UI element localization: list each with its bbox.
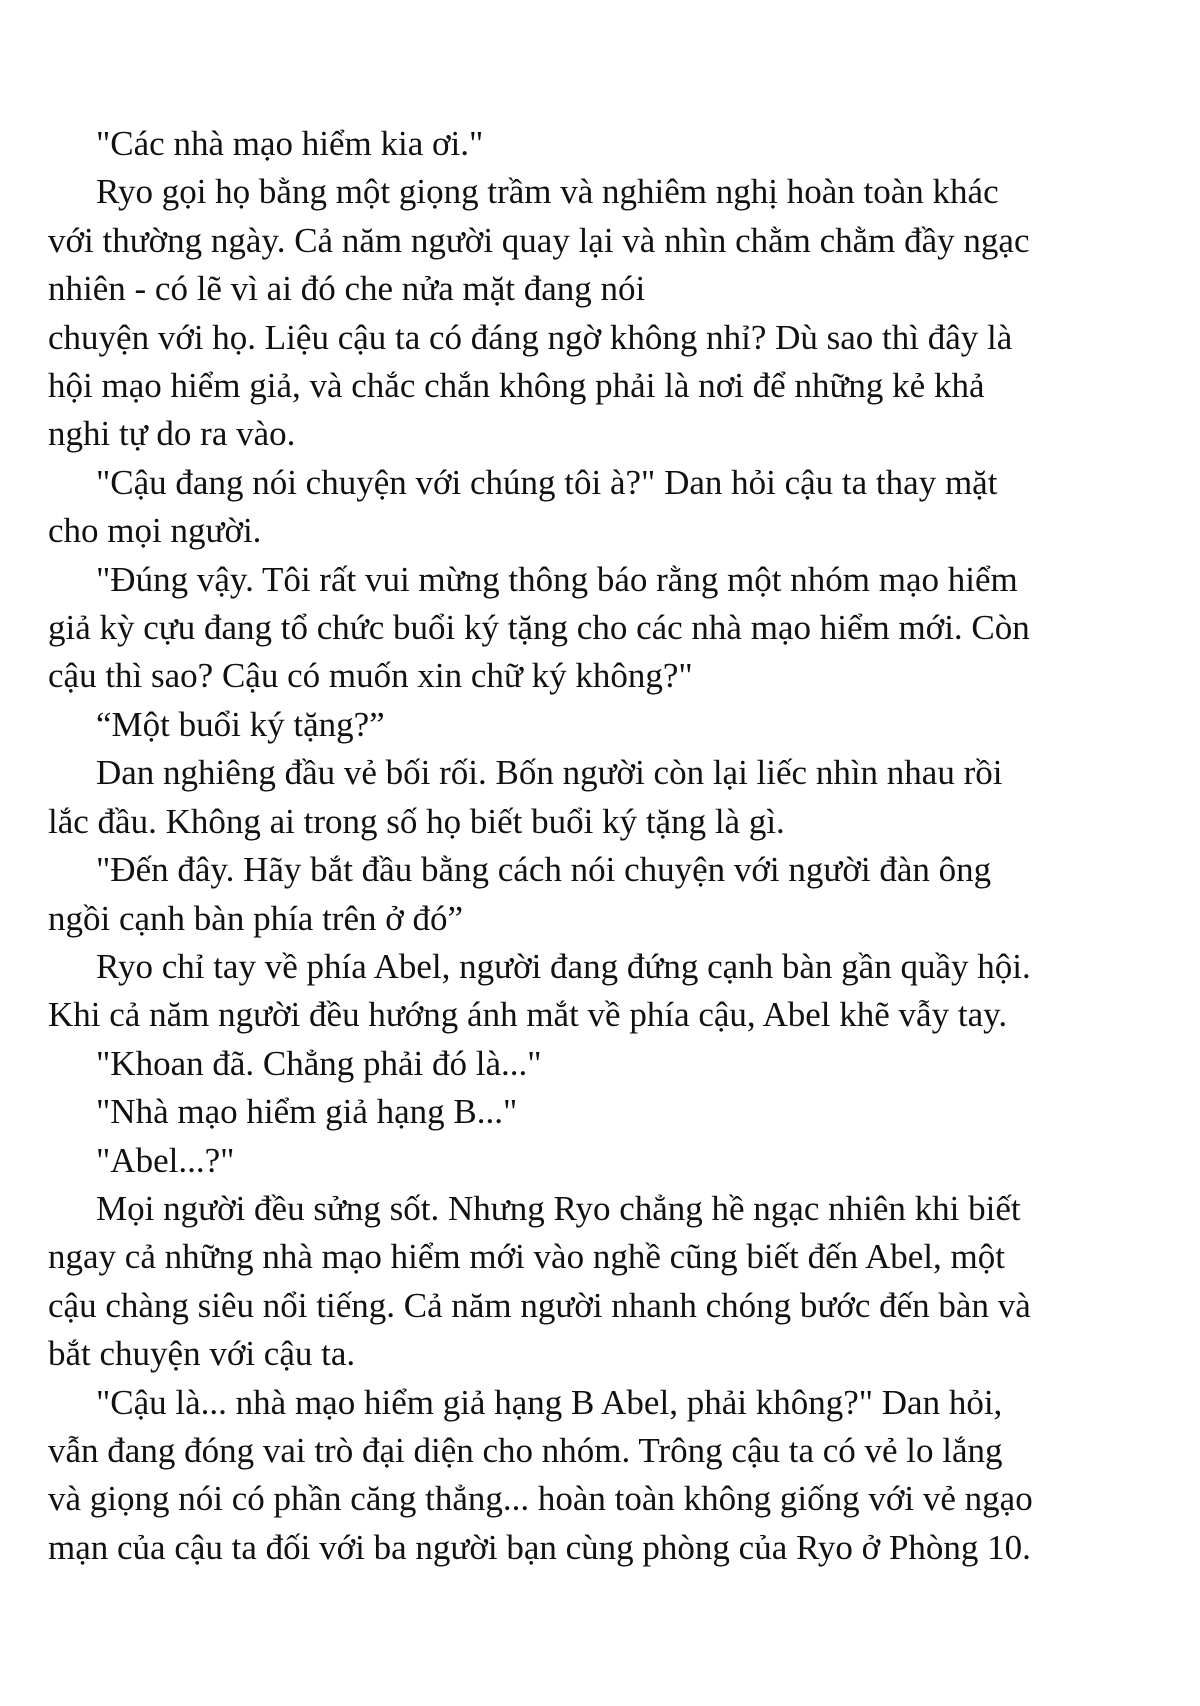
- text-line: Dan nghiêng đầu vẻ bối rối. Bốn người còn lại liếc nhìn nhau rồi: [96, 753, 1003, 793]
- text-line: "Nhà mạo hiểm giả hạng B...": [96, 1092, 518, 1132]
- text-line: bắt chuyện với cậu ta.: [48, 1334, 356, 1374]
- text-line: Mọi người đều sửng sốt. Nhưng Ryo chẳng hề ngạc nhiên khi biết: [96, 1188, 1021, 1228]
- text-line: Khi cả năm người đều hướng ánh mắt về phía cậu, Abel khẽ vẫy tay.: [48, 995, 1008, 1035]
- text-line: và giọng nói có phần căng thẳng... hoàn toàn không giống với vẻ ngạo: [48, 1479, 1033, 1519]
- text-line: "Cậu là... nhà mạo hiểm giả hạng B Abel, phải không?" Dan hỏi,: [96, 1382, 1003, 1422]
- text-line: "Đúng vậy. Tôi rất vui mừng thông báo rằng một nhóm mạo hiểm: [96, 559, 1018, 599]
- text-line: lắc đầu. Không ai trong số họ biết buổi ký tặng là gì.: [48, 801, 785, 841]
- text-line: vẫn đang đóng vai trò đại diện cho nhóm. Trông cậu ta có vẻ lo lắng: [48, 1430, 1003, 1470]
- text-line: cậu chàng siêu nổi tiếng. Cả năm người nhanh chóng bước đến bàn và: [48, 1285, 1031, 1325]
- text-line: "Đến đây. Hãy bắt đầu bằng cách nói chuyện với người đàn ông: [96, 850, 992, 890]
- text-line: với thường ngày. Cả năm người quay lại và nhìn chằm chằm đầy ngạc: [48, 220, 1030, 260]
- text-line: cho mọi người.: [48, 511, 262, 551]
- text-line: giả kỳ cựu đang tổ chức buổi ký tặng cho các nhà mạo hiểm mới. Còn: [48, 608, 1030, 648]
- text-line: nghi tự do ra vào.: [48, 414, 296, 454]
- text-line: mạn của cậu ta đối với ba người bạn cùng phòng của Ryo ở Phòng 10.: [48, 1527, 1031, 1567]
- text-line: cậu thì sao? Cậu có muốn xin chữ ký không?": [48, 656, 693, 696]
- text-line: "Cậu đang nói chuyện với chúng tôi à?" Dan hỏi cậu ta thay mặt: [96, 462, 998, 502]
- text-line: “Một buổi ký tặng?”: [96, 704, 385, 744]
- document-page: [48, 120, 1160, 1572]
- text-line: "Khoan đã. Chẳng phải đó là...": [96, 1043, 542, 1083]
- text-line: "Abel...?": [96, 1140, 235, 1180]
- text-line: hội mạo hiểm giả, và chắc chắn không phải là nơi để những kẻ khả: [48, 366, 985, 406]
- text-line: ngay cả những nhà mạo hiểm mới vào nghề cũng biết đến Abel, một: [48, 1237, 1005, 1277]
- text-line: ngồi cạnh bàn phía trên ở đó”: [48, 898, 464, 938]
- text-line: "Các nhà mạo hiểm kia ơi.": [96, 124, 484, 163]
- text-line: chuyện với họ. Liệu cậu ta có đáng ngờ không nhỉ? Dù sao thì đây là: [48, 317, 1013, 357]
- text-line: Ryo gọi họ bằng một giọng trầm và nghiêm nghị hoàn toàn khác: [96, 172, 999, 212]
- text-line: nhiên - có lẽ vì ai đó che nửa mặt đang nói: [48, 269, 646, 309]
- text-line: Ryo chỉ tay về phía Abel, người đang đứng cạnh bàn gần quầy hội.: [96, 946, 1031, 986]
